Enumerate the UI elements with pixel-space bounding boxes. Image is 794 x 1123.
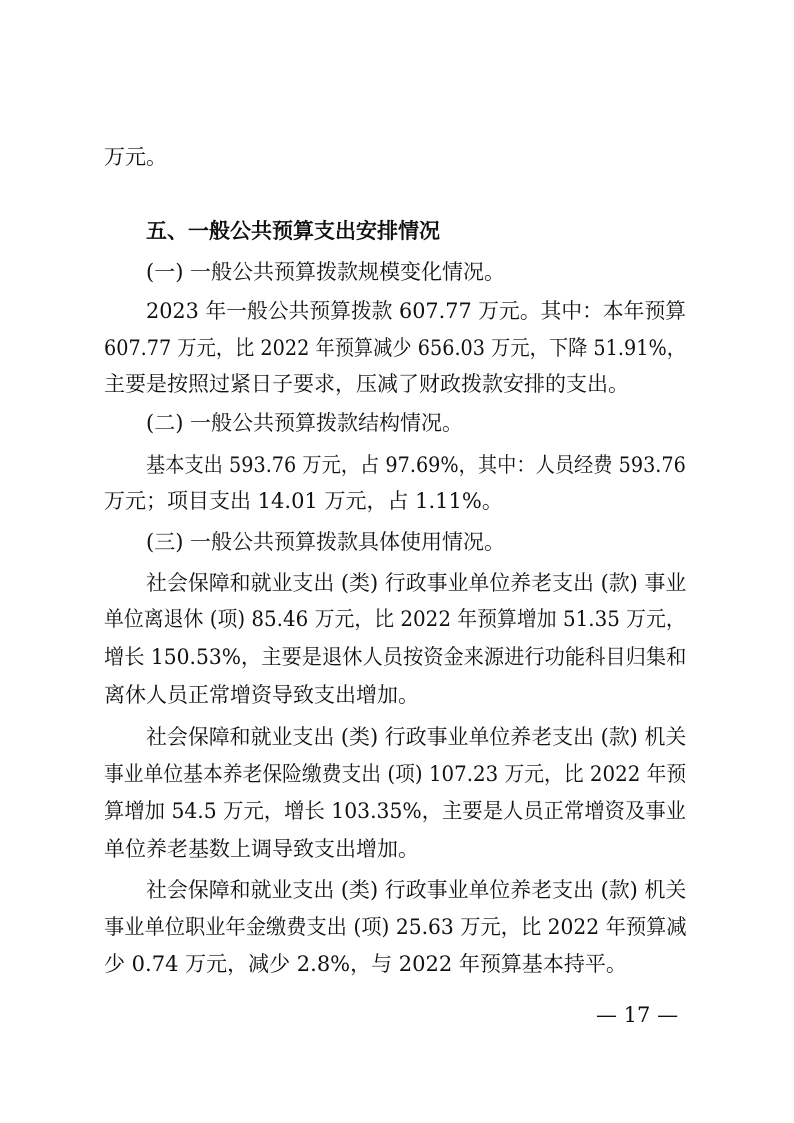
paragraph-line: 单位养老基数上调导致支出增加。 xyxy=(104,837,419,861)
subheading-3: (三) 一般公共预算拨款具体使用情况。 xyxy=(146,530,506,554)
paragraph-line: 单位离退休 (项) 85.46 万元，比 2022 年预算增加 51.35 万元， xyxy=(104,607,686,631)
paragraph-line: 社会保障和就业支出 (类) 行政事业单位养老支出 (款) 事业 xyxy=(146,571,687,595)
paragraph-line: 万元；项目支出 14.01 万元，占 1.11%。 xyxy=(104,489,503,513)
subheading-2: (二) 一般公共预算拨款结构情况。 xyxy=(146,411,464,435)
paragraph-line: 事业单位职业年金缴费支出 (项) 25.63 万元，比 2022 年预算减 xyxy=(104,915,687,939)
paragraph-line: 离休人员正常增资导致支出增加。 xyxy=(104,683,419,707)
paragraph-line: 少 0.74 万元，减少 2.8%，与 2022 年预算基本持平。 xyxy=(104,952,627,976)
paragraph-line: 社会保障和就业支出 (类) 行政事业单位养老支出 (款) 机关 xyxy=(146,878,687,902)
text-line-continuation: 万元。 xyxy=(104,145,167,169)
paragraph-line: 2023 年一般公共预算拨款 607.77 万元。其中：本年预算 xyxy=(146,299,686,323)
section-heading: 五、一般公共预算支出安排情况 xyxy=(146,219,440,243)
subheading-1: (一) 一般公共预算拨款规模变化情况。 xyxy=(146,260,506,284)
paragraph-line: 事业单位基本养老保险缴费支出 (项) 107.23 万元，比 2022 年预 xyxy=(104,762,687,786)
paragraph-line: 基本支出 593.76 万元，占 97.69%，其中：人员经费 593.76 xyxy=(146,453,686,477)
paragraph-line: 607.77 万元，比 2022 年预算减少 656.03 万元，下降 51.91%， xyxy=(104,336,686,360)
page-number: — 17 — xyxy=(596,1003,679,1027)
paragraph-line: 社会保障和就业支出 (类) 行政事业单位养老支出 (款) 机关 xyxy=(146,725,687,749)
paragraph-line: 主要是按照过紧日子要求，压减了财政拨款安排的支出。 xyxy=(104,372,629,396)
paragraph-line: 增长 150.53%，主要是退休人员按资金来源进行功能科目归集和 xyxy=(104,645,687,669)
paragraph-line: 算增加 54.5 万元，增长 103.35%，主要是人员正常增资及事业 xyxy=(104,799,686,823)
